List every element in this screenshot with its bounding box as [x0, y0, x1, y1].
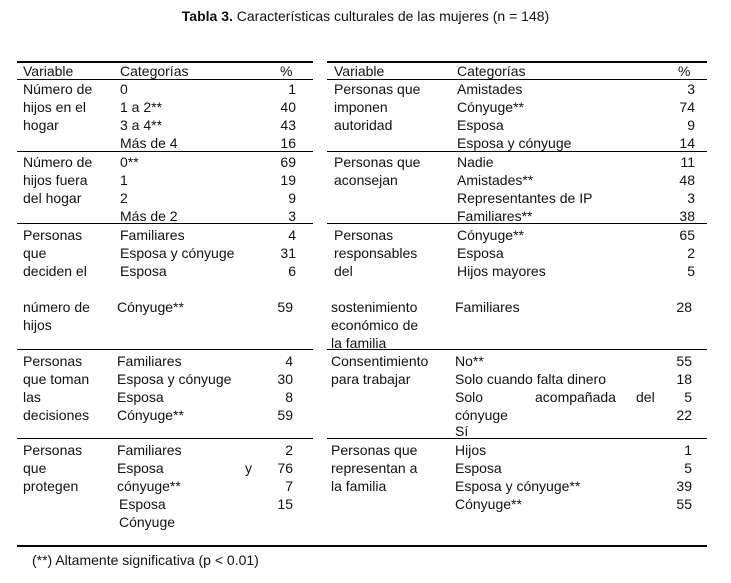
category-label: Representantes de IP [457, 190, 593, 206]
variable-label: Personas que [331, 442, 418, 458]
variable-label: hijos [23, 317, 52, 333]
category-label: Cónyuge** [457, 227, 524, 243]
category-label: Cónyuge** [117, 299, 184, 315]
category-label: Esposa y cónyuge [120, 245, 235, 261]
percent-value: 1 [288, 81, 296, 97]
footnote: (**) Altamente significativa (p < 0.01) [32, 552, 259, 568]
percent-value: 40 [280, 99, 296, 115]
variable-label: número de [23, 299, 90, 315]
variable-label: del hogar [23, 190, 82, 206]
percent-value: 74 [679, 99, 695, 115]
variable-label: Personas [334, 227, 394, 243]
category-label: 0** [120, 154, 139, 170]
percent-value: 15 [277, 496, 293, 512]
variable-label: hogar [23, 117, 59, 133]
left-header-categorias: Categorías [120, 63, 189, 79]
variable-label: hijos fuera [23, 172, 88, 188]
percent-value: 5 [687, 263, 695, 279]
table-title [0, 8, 731, 24]
category-label: Esposa [119, 496, 166, 512]
category-label: Esposa [457, 117, 504, 133]
variable-label: imponen [334, 99, 388, 115]
percent-value: 3 [288, 208, 296, 224]
percent-value: 69 [280, 154, 296, 170]
category-label: Amistades [457, 81, 523, 97]
bottom-rule [17, 545, 707, 547]
variable-label: Personas [23, 227, 83, 243]
right-header-pct: % [678, 63, 691, 79]
percent-value: 30 [277, 371, 293, 387]
variable-label: económico de [331, 317, 419, 333]
category-label: Cónyuge** [457, 99, 524, 115]
percent-value: 55 [676, 496, 692, 512]
percent-value: 2 [687, 245, 695, 261]
variable-label: Número de [23, 154, 93, 170]
category-label: Solo [455, 389, 484, 405]
category-label: Más de 4 [120, 135, 178, 151]
variable-label: autoridad [334, 117, 393, 133]
category-label: 0 [120, 81, 128, 97]
percent-value: 16 [280, 135, 296, 151]
percent-value: 4 [285, 353, 293, 369]
variable-label: sostenimiento [331, 299, 418, 315]
variable-label: las [23, 389, 41, 405]
percent-value: 6 [288, 263, 296, 279]
percent-value: 1 [684, 442, 692, 458]
category-label: Hijos mayores [457, 263, 546, 279]
variable-label: Consentimiento [331, 353, 429, 369]
variable-label: Número de [23, 81, 93, 97]
category-label: Esposa [120, 263, 167, 279]
right-header-categorias: Categorías [457, 63, 526, 79]
category-label: Sí [455, 423, 469, 439]
category-label: Esposa [117, 389, 164, 405]
category-label: 3 a 4** [120, 117, 163, 133]
percent-value: 9 [687, 117, 695, 133]
category-label: Familiares [455, 299, 520, 315]
category-label: 2 [120, 190, 128, 206]
percent-value: 43 [280, 117, 296, 133]
category-label: Esposa y cónyuge** [455, 478, 581, 494]
variable-label: decisiones [23, 407, 90, 423]
percent-value: 3 [687, 81, 695, 97]
category-label: Nadie [457, 154, 494, 170]
percent-value: 59 [277, 407, 293, 423]
percent-value: 7 [285, 478, 293, 494]
percent-value: 4 [288, 227, 296, 243]
percent-value: 76 [277, 460, 293, 476]
category-label: Hijos [455, 442, 487, 458]
category-label: del [636, 389, 655, 405]
category-label: Familiares** [457, 208, 533, 224]
variable-label: hijos en el [23, 99, 87, 115]
percent-value: 38 [679, 208, 695, 224]
percent-value: 2 [285, 442, 293, 458]
percent-value: 18 [676, 371, 692, 387]
variable-label: responsables [334, 245, 418, 261]
category-label: Amistades** [457, 172, 534, 188]
variable-label: aconsejan [334, 172, 398, 188]
left-group-divider [17, 438, 313, 439]
variable-label: Personas que [334, 81, 421, 97]
percent-value: 31 [280, 245, 296, 261]
variable-label: Personas [23, 442, 83, 458]
category-label: Esposa [117, 460, 164, 476]
category-label: Esposa [457, 245, 504, 261]
category-label: Familiares [117, 442, 182, 458]
variable-label: deciden el [23, 263, 87, 279]
table-caption: Características culturales de las mujeres (n = 148) [232, 8, 550, 24]
category-label: cónyuge [455, 407, 508, 423]
percent-value: 5 [684, 389, 692, 405]
percent-value: 59 [277, 299, 293, 315]
category-label: Más de 2 [120, 208, 178, 224]
category-label: Familiares [120, 227, 185, 243]
left-group-divider [17, 349, 313, 350]
percent-value: 65 [679, 227, 695, 243]
variable-label: la familia [331, 335, 387, 351]
variable-label: la familia [331, 478, 387, 494]
percent-value: 55 [676, 353, 692, 369]
right-group-divider [327, 438, 707, 439]
category-label: Cónyuge** [117, 407, 184, 423]
category-label: 1 a 2** [120, 99, 163, 115]
variable-label: para trabajar [331, 371, 411, 387]
category-label: Esposa y cónyuge [117, 371, 232, 387]
category-label: Cónyuge** [455, 496, 522, 512]
variable-label: protegen [23, 478, 79, 494]
percent-value: 9 [288, 190, 296, 206]
percent-value: 8 [285, 389, 293, 405]
percent-value: 14 [679, 135, 695, 151]
percent-value: 3 [687, 190, 695, 206]
category-label: Familiares [117, 353, 182, 369]
left-header-pct: % [280, 63, 293, 79]
category-label: y [245, 460, 252, 476]
percent-value: 22 [676, 407, 692, 423]
variable-label: del [334, 263, 353, 279]
percent-value: 48 [679, 172, 695, 188]
percent-value: 11 [680, 154, 695, 170]
category-label: Cónyuge [119, 514, 176, 530]
table-number: Tabla 3. [181, 8, 233, 24]
category-label: No** [455, 353, 484, 369]
variable-label: Personas que [334, 154, 421, 170]
percent-value: 39 [676, 478, 692, 494]
right-header-variable: Variable [334, 63, 385, 79]
category-label: cónyuge** [117, 478, 181, 494]
percent-value: 28 [676, 299, 692, 315]
variable-label: que [23, 460, 47, 476]
percent-value: 19 [280, 172, 296, 188]
variable-label: que [23, 245, 47, 261]
category-label: Solo cuando falta dinero [455, 371, 606, 387]
variable-label: Personas [23, 353, 83, 369]
category-label: acompañada [535, 389, 616, 405]
category-label: Esposa [455, 460, 502, 476]
category-label: Esposa y cónyuge [457, 135, 572, 151]
variable-label: representan a [331, 460, 418, 476]
category-label: 1 [120, 172, 128, 188]
variable-label: que toman [23, 371, 90, 387]
percent-value: 5 [684, 460, 692, 476]
left-header-variable: Variable [23, 63, 74, 79]
